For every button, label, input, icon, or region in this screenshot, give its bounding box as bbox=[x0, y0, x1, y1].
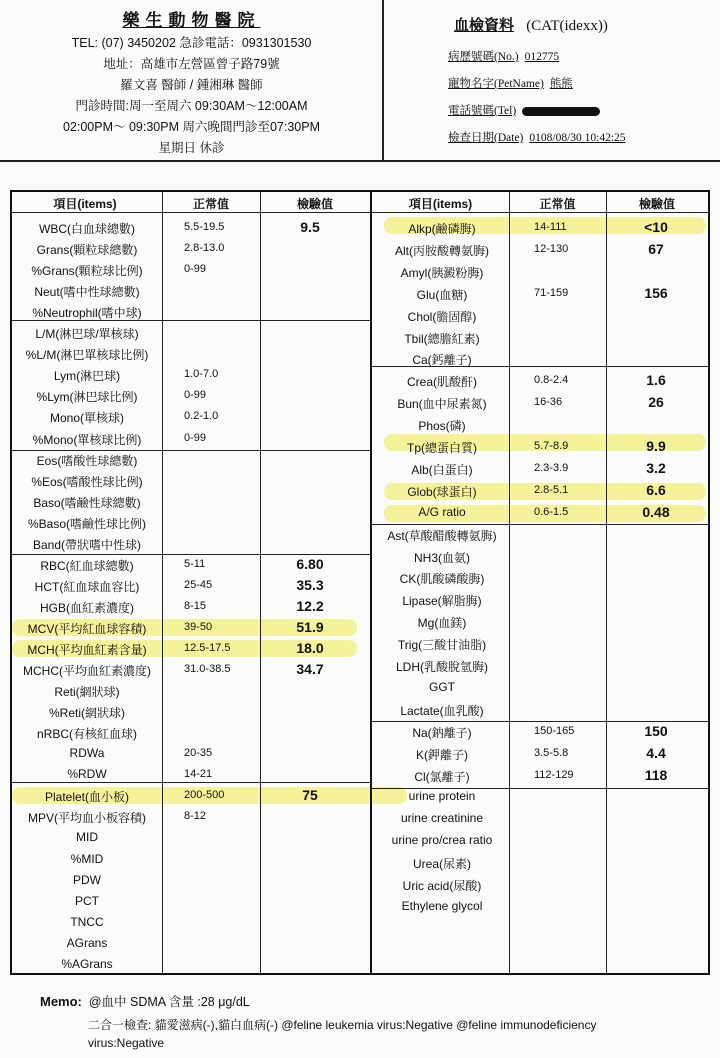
th-items-left: 項目(items) bbox=[53, 197, 117, 211]
left-row-normal: 8-15 bbox=[184, 599, 207, 612]
right-row-item: Lipase(解脂脢) bbox=[402, 594, 482, 609]
left-row-normal: 25-45 bbox=[184, 578, 213, 591]
left-row-item: %AGrans bbox=[61, 956, 113, 971]
left-row-normal: 0-99 bbox=[184, 263, 207, 276]
right-row-result: 1.6 bbox=[646, 372, 666, 389]
right-row-normal: 2.8-5.1 bbox=[534, 483, 569, 496]
left-row-item: MCHC(平均血紅素濃度) bbox=[23, 664, 151, 679]
right-row-result: <10 bbox=[644, 219, 668, 235]
right-row-result: 4.4 bbox=[646, 744, 666, 761]
field-no-label: 病歷號碼(No.) bbox=[448, 51, 519, 63]
th-normal-left: 正常值 bbox=[192, 197, 229, 211]
field-date-label: 檢查日期(Date) bbox=[448, 132, 524, 144]
left-row-item: RDWa bbox=[69, 746, 105, 761]
right-row-normal: 71-159 bbox=[534, 286, 569, 299]
field-tel-label: 電話號碼(Tel) bbox=[448, 105, 517, 117]
memo-line-2: 二合一檢查: 貓愛滋病(-),貓白血病(-) @feline leukemia virus:Negative @feline immunodeficiency bbox=[88, 1018, 597, 1032]
right-row-result: 6.6 bbox=[646, 481, 666, 498]
field-date-value: 0108/08/30 10:42:25 bbox=[529, 132, 626, 144]
right-row-item: GGT bbox=[429, 679, 455, 694]
left-row-normal: 2.8-13.0 bbox=[184, 242, 225, 255]
left-row-result: 18.0 bbox=[296, 640, 324, 656]
left-row-item: Grans(顆粒球總數) bbox=[36, 243, 138, 258]
report-title-main: 血檢資料 bbox=[454, 17, 515, 34]
right-row-normal: 0.6-1.5 bbox=[534, 505, 569, 518]
left-row-item: WBC(白血球總數) bbox=[39, 222, 135, 236]
left-row-result: 35.3 bbox=[296, 576, 324, 593]
right-row-item: Glu(血糖) bbox=[416, 287, 468, 302]
right-row-normal: 5.7-8.9 bbox=[534, 440, 569, 452]
left-row-item: MCH(平均血紅素含量) bbox=[27, 643, 147, 657]
left-row-normal: 31.0-38.5 bbox=[184, 663, 231, 676]
right-row-normal: 16-36 bbox=[534, 396, 563, 409]
memo-line-1 bbox=[40, 992, 710, 1010]
left-row-item: PDW bbox=[73, 872, 101, 887]
right-row-item: A/G ratio bbox=[418, 504, 466, 519]
left-row-normal: 1.0-7.0 bbox=[184, 368, 219, 381]
right-row-item: Uric acid(尿酸) bbox=[402, 879, 482, 893]
field-date bbox=[448, 129, 626, 145]
th-result-left: 檢驗值 bbox=[296, 197, 333, 211]
left-row-result: 6.80 bbox=[296, 555, 324, 572]
th-result-right: 檢驗值 bbox=[638, 197, 675, 211]
right-row-normal: 14-111 bbox=[534, 221, 567, 233]
clinic-hours-2: 02:00PM～ 09:30PM 周六晚間門診至07:30PM bbox=[62, 120, 321, 134]
clinic-header bbox=[0, 0, 383, 160]
right-row-item: Crea(肌酸酐) bbox=[406, 375, 477, 390]
left-row-item: Eos(嗜酸性球總數) bbox=[36, 453, 138, 468]
col-sep-1 bbox=[162, 192, 163, 973]
left-row-item: MID bbox=[76, 830, 98, 845]
right-row-item: CK(肌酸磷酸脢) bbox=[399, 572, 485, 587]
right-row-item: Glob(球蛋白) bbox=[407, 484, 477, 499]
left-row-item: %RDW bbox=[67, 767, 107, 782]
left-row-item: Platelet(血小板) bbox=[44, 790, 130, 805]
right-row-item: Na(鈉離子) bbox=[412, 725, 472, 740]
field-no bbox=[448, 48, 559, 64]
memo-label: Memo: bbox=[40, 994, 82, 1009]
memo-section bbox=[40, 992, 710, 1050]
header-bottom-rule bbox=[0, 160, 720, 162]
right-row-result: 0.48 bbox=[642, 503, 670, 520]
left-row-item: %Eos(嗜酸性球比例) bbox=[31, 474, 143, 489]
right-row-item: urine protein bbox=[408, 789, 476, 804]
clinic-tel: TEL: (07) 3450202 急診電話：0931301530 bbox=[71, 36, 312, 50]
clinic-hours-3: 星期日 休診 bbox=[158, 141, 225, 155]
report-header bbox=[384, 0, 720, 160]
memo-line-3: virus:Negative bbox=[88, 1036, 165, 1050]
right-row-item: K(鉀離子) bbox=[416, 747, 468, 762]
right-row-normal: 12-130 bbox=[534, 242, 569, 255]
right-row-item: Cl(氯離子) bbox=[414, 769, 470, 784]
left-row-item: %Grans(顆粒球比例) bbox=[31, 264, 143, 279]
left-row-result: 9.5 bbox=[300, 219, 320, 235]
right-row-item: Alt(丙胺酸轉氨脢) bbox=[395, 243, 489, 258]
left-row-item: %Lym(淋巴球比例) bbox=[36, 390, 138, 405]
th-items-right: 項目(items) bbox=[408, 197, 473, 211]
clinic-address: 地址：高雄市左營區曾子路79號 bbox=[103, 57, 280, 71]
left-row-item: MCV(平均紅血球容積) bbox=[27, 621, 147, 636]
left-row-item: L/M(淋巴球/單核球) bbox=[35, 327, 139, 342]
left-row-item: MPV(平均血小板容積) bbox=[28, 811, 146, 826]
left-row-item: %Reti(網狀球) bbox=[48, 706, 125, 721]
left-row-normal: 0.2-1.0 bbox=[184, 410, 219, 423]
left-row-result: 51.9 bbox=[296, 618, 324, 635]
field-petname-label: 寵物名字(PetName) bbox=[448, 78, 544, 90]
right-row-item: LDH(乳酸脫氫脢) bbox=[396, 660, 488, 674]
left-row-item: AGrans bbox=[66, 935, 108, 950]
left-row-normal: 0-99 bbox=[184, 389, 207, 402]
left-row-item: RBC(紅血球總數) bbox=[40, 558, 134, 573]
left-row-item: Baso(嗜鹼性球總數) bbox=[33, 495, 141, 510]
left-row-item: HCT(紅血球血容比) bbox=[34, 579, 140, 594]
left-row-item: %L/M(淋巴單核球比例) bbox=[25, 348, 149, 363]
right-row-item: Alkp(鹼磷脢) bbox=[408, 222, 476, 236]
right-row-item: NH3(血氨) bbox=[414, 550, 470, 565]
field-petname bbox=[448, 75, 573, 91]
right-row-result: 150 bbox=[644, 722, 668, 739]
left-row-item: %Mono(單核球比例) bbox=[32, 432, 142, 447]
right-row-item: Amyl(胰澱粉脢) bbox=[400, 265, 484, 280]
right-row-item: Ca(鈣離子) bbox=[412, 353, 472, 368]
right-row-result: 9.9 bbox=[646, 438, 666, 454]
left-row-result: 34.7 bbox=[296, 661, 324, 678]
left-row-normal: 0-99 bbox=[184, 431, 207, 444]
left-row-item: Band(帶狀嗜中性球) bbox=[32, 537, 142, 552]
right-row-result: 3.2 bbox=[646, 459, 666, 476]
clinic-name: 樂生動物醫院 bbox=[122, 11, 261, 31]
left-row-normal: 12.5-17.5 bbox=[184, 642, 231, 654]
right-row-item: Tbil(總膽紅素) bbox=[404, 331, 480, 346]
redaction-mark bbox=[522, 107, 600, 116]
right-row-normal: 112-129 bbox=[534, 768, 574, 781]
report-title bbox=[454, 14, 608, 35]
right-row-result: 26 bbox=[648, 394, 664, 411]
right-row-result: 156 bbox=[644, 284, 668, 301]
clinic-hours-1: 門診時間:周一至周六 09:30AM～12:00AM bbox=[75, 99, 308, 113]
left-row-normal: 14-21 bbox=[184, 768, 213, 781]
field-petname-value: 熊熊 bbox=[549, 78, 573, 90]
left-row-normal: 39-50 bbox=[184, 620, 213, 633]
left-row-normal: 20-35 bbox=[184, 747, 213, 760]
right-row-normal: 3.5-5.8 bbox=[534, 746, 569, 759]
right-row-item: Alb(白蛋白) bbox=[411, 462, 473, 477]
right-row-item: Urea(尿素) bbox=[412, 857, 471, 872]
right-row-item: Chol(膽固醇) bbox=[407, 309, 477, 324]
right-row-item: Bun(血中尿素氮) bbox=[397, 397, 487, 412]
th-normal-right: 正常值 bbox=[539, 197, 576, 211]
right-row-item: Ast(草酸醋酸轉氨脢) bbox=[387, 528, 497, 543]
left-row-normal: 5.5-19.5 bbox=[184, 221, 225, 233]
left-row-item: Mono(單核球) bbox=[49, 411, 124, 426]
right-row-result: 118 bbox=[644, 766, 668, 783]
left-row-item: Neut(嗜中性球總數) bbox=[34, 285, 140, 300]
right-row-normal: 150-165 bbox=[534, 724, 575, 737]
report-title-sub: (CAT(idexx)) bbox=[526, 18, 608, 34]
left-row-normal: 8-12 bbox=[184, 810, 207, 823]
left-row-result: 12.2 bbox=[296, 597, 324, 614]
left-row-result: 75 bbox=[302, 787, 318, 804]
field-no-value: 012775 bbox=[524, 51, 560, 63]
right-row-item: urine creatinine bbox=[400, 811, 484, 826]
left-row-normal: 5-11 bbox=[184, 557, 206, 570]
left-row-item: PCT bbox=[75, 893, 99, 908]
right-row-item: Ethylene glycol bbox=[401, 898, 483, 913]
right-row-item: urine pro/crea ratio bbox=[391, 833, 493, 848]
memo-sdma: @血中 SDMA 含量 :28 μg/dL bbox=[88, 995, 250, 1009]
col-sep-4 bbox=[606, 192, 607, 973]
left-group-rule-4 bbox=[12, 782, 370, 783]
left-row-item: Reti(網狀球) bbox=[54, 685, 120, 700]
left-row-item: %MID bbox=[70, 851, 104, 866]
header-rule bbox=[12, 212, 708, 213]
right-row-item: Trig(三酸甘油脂) bbox=[397, 638, 487, 653]
right-row-item: Phos(磷) bbox=[418, 419, 466, 434]
left-row-item: %Baso(嗜鹼性球比例) bbox=[27, 516, 146, 531]
left-row-normal: 200-500 bbox=[184, 789, 225, 802]
right-row-item: Mg(血鎂) bbox=[417, 616, 467, 631]
left-row-item: nRBC(有核紅血球) bbox=[36, 727, 137, 742]
right-row-normal: 2.3-3.9 bbox=[534, 461, 569, 474]
left-row-item: %Neutrophil(嗜中球) bbox=[32, 306, 142, 321]
right-row-item: Tp(總蛋白質) bbox=[407, 441, 477, 455]
right-row-item: Lactate(血乳酸) bbox=[400, 703, 484, 718]
left-row-item: HGB(血紅素濃度) bbox=[40, 600, 134, 615]
field-tel bbox=[448, 102, 600, 118]
left-row-item: TNCC bbox=[70, 914, 104, 929]
right-group-rule-2 bbox=[372, 524, 708, 525]
left-row-item: Lym(淋巴球) bbox=[53, 369, 121, 384]
results-table bbox=[10, 190, 710, 975]
clinic-doctors: 羅文喜 醫師 / 鍾湘琳 醫師 bbox=[120, 78, 263, 92]
right-row-normal: 0.8-2.4 bbox=[534, 374, 569, 387]
right-row-result: 67 bbox=[648, 240, 664, 257]
